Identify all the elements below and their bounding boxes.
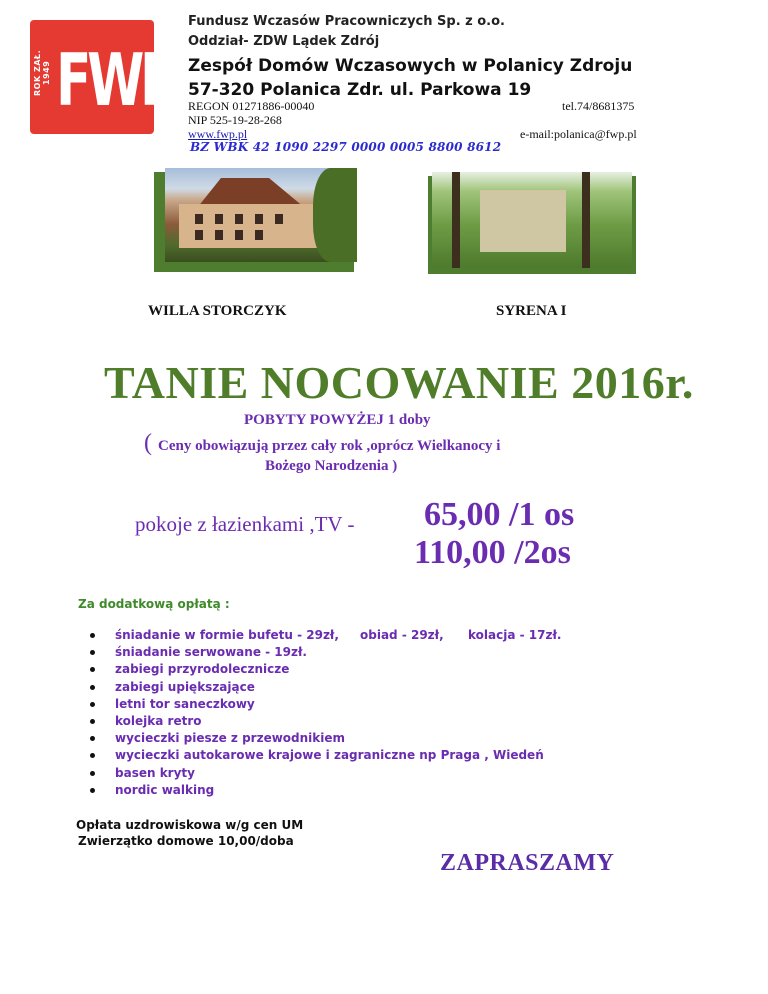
caption-syrena: SYRENA I — [496, 303, 567, 319]
nip-number: NIP 525-19-28-268 — [188, 113, 282, 127]
list-item — [90, 627, 730, 644]
phone-number: tel.74/8681375 — [562, 99, 635, 113]
extra-item: letni tor saneczkowy — [115, 696, 255, 711]
list-item — [90, 730, 730, 747]
bullet-icon — [90, 719, 95, 724]
list-item — [90, 765, 730, 782]
bullet-icon — [90, 650, 95, 655]
price-single: 65,00 /1 os — [424, 496, 575, 533]
extra-item: śniadanie serwowane - 19zł. — [115, 645, 307, 660]
org-line-3: Zespół Domów Wczasowych w Polanicy Zdroju — [188, 56, 633, 76]
note-line-1: Ceny obowiązują przez cały rok ,oprócz Wielkanocy i — [158, 438, 501, 454]
extra-item: wycieczki piesze z przewodnikiem — [115, 731, 346, 746]
invite-heading: ZAPRASZAMY — [440, 850, 615, 876]
logo-mark: FWP — [56, 38, 174, 122]
extras-heading: Za dodatkową opłatą : — [78, 597, 230, 611]
spa-fee-note: Opłata uzdrowiskowa w/g cen UM — [76, 818, 304, 832]
bullet-icon — [90, 667, 95, 672]
rooms-label: pokoje z łazienkami ,TV - — [135, 512, 355, 536]
bullet-icon — [90, 788, 95, 793]
note-paren: ( — [144, 430, 152, 456]
bullet-icon — [90, 702, 95, 707]
extra-item: zabiegi przyrodolecznicze — [115, 662, 290, 677]
note-line-2: Bożego Narodzenia ) — [265, 458, 398, 474]
extras-list — [90, 627, 730, 799]
regon-number: REGON 01271886-00040 — [188, 99, 315, 113]
org-line-2: Oddział- ZDW Lądek Zdrój — [188, 34, 380, 49]
website-link[interactable]: www.fwp.pl — [188, 127, 248, 141]
extra-breakfast-buffet: śniadanie w formie bufetu - 29zł, — [115, 628, 339, 642]
email-address: e-mail:polanica@fwp.pl — [520, 127, 637, 141]
photo-syrena-i — [432, 172, 632, 268]
pet-fee-note: Zwierzątko domowe 10,00/doba — [78, 834, 294, 848]
extra-item: kolejka retro — [115, 713, 202, 728]
bullet-icon — [90, 685, 95, 690]
list-item — [90, 644, 730, 661]
photo-willa-storczyk — [165, 168, 357, 262]
price-double: 110,00 /2os — [414, 534, 571, 571]
list-item — [90, 679, 730, 696]
list-item — [90, 696, 730, 713]
list-item — [90, 782, 730, 799]
extra-lunch: obiad - 29zł, — [360, 628, 444, 642]
list-item — [90, 713, 730, 730]
fwp-logo — [30, 20, 174, 134]
list-item — [90, 661, 730, 678]
extra-item: wycieczki autokarowe krajowe i zagraniczne np Praga , Wiedeń — [115, 748, 544, 763]
list-item — [90, 747, 730, 764]
offer-title: TANIE NOCOWANIE 2016r. — [104, 357, 694, 408]
extra-item: nordic walking — [115, 782, 215, 797]
logo-side-text: ROK ZAŁ. 1949 — [33, 49, 51, 97]
extra-dinner: kolacja - 17zł. — [468, 628, 562, 642]
bank-account: BZ WBK 42 1090 2297 0000 0005 8800 8612 — [190, 140, 502, 154]
extra-item: basen kryty — [115, 765, 195, 780]
bullet-icon — [90, 633, 95, 638]
bullet-icon — [90, 753, 95, 758]
offer-subtitle: POBYTY POWYŻEJ 1 doby — [244, 412, 431, 428]
org-address: 57-320 Polanica Zdr. ul. Parkowa 19 — [188, 80, 532, 100]
bullet-icon — [90, 736, 95, 741]
caption-willa-storczyk: WILLA STORCZYK — [148, 303, 287, 319]
org-line-1: Fundusz Wczasów Pracowniczych Sp. z o.o. — [188, 14, 505, 29]
bullet-icon — [90, 771, 95, 776]
extra-item: zabiegi upiększające — [115, 679, 255, 694]
